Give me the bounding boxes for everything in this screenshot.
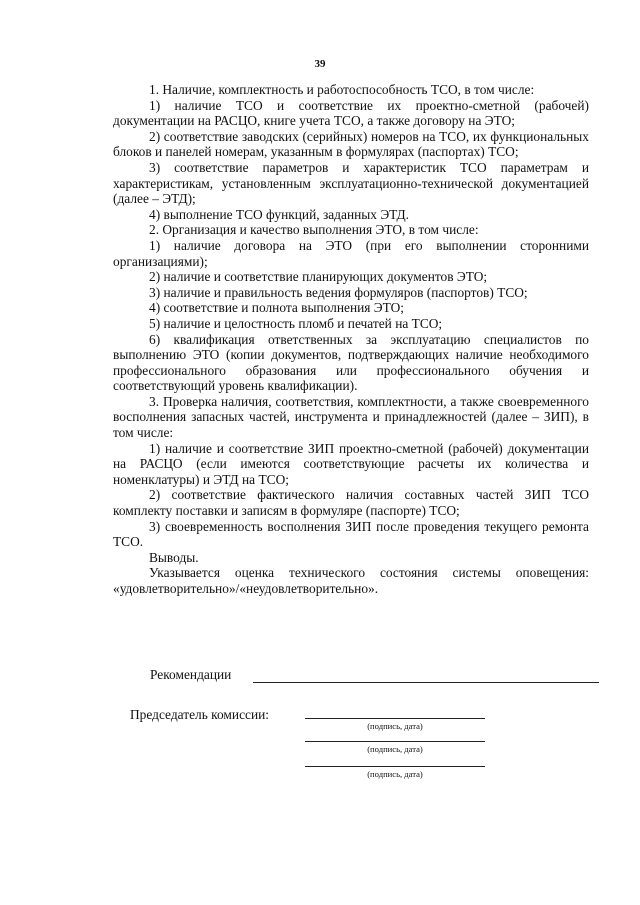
page-number: 39 xyxy=(314,58,326,70)
signature-caption: (подпись, дата) xyxy=(367,769,423,779)
paragraph: 2. Организация и качество выполнения ЭТО, в том числе: xyxy=(149,222,479,238)
paragraph: 1) наличие ТСО и соответствие их проектно-сметной (рабочей) документации на РАСЦО, книге учета ТСО, а также договору на ЭТО; xyxy=(113,97,589,129)
paragraph: 5) наличие и целостность пломб и печатей на ТСО; xyxy=(149,315,443,331)
paragraph: 1. Наличие, комплектность и работоспособность ТСО, в том числе: xyxy=(149,82,535,97)
paragraph: 3) наличие и правильность ведения формуляров (паспортов) ТСО; xyxy=(149,284,528,300)
paragraph: 6) квалификация ответственных за эксплуатацию специалистов по выполнению ЭТО (копии документов, подтверждающих наличие необходимого профессионального образования или профессионального обучения и соответствующий уровень квалификации). xyxy=(113,331,589,394)
signature-caption: (подпись, дата) xyxy=(367,744,423,754)
paragraph: Указывается оценка технического состояния системы оповещения: «удовлетворительно»/«неудовлетворительно». xyxy=(113,565,589,596)
document-body xyxy=(113,82,589,597)
paragraph: 2) соответствие заводских (серийных) номеров на ТСО, их функциональных блоков и панелей номерам, указанным в формулярах (паспортах) ТСО; xyxy=(113,128,589,160)
recommendations-row xyxy=(150,665,599,683)
paragraph: 1) наличие и соответствие ЗИП проектно-сметной (рабочей) документации на РАСЦО (если имеются соответствующие расчеты их количества и номенклатуры) и ЭТД на ТСО; xyxy=(113,440,589,487)
recommendations-label: Рекомендации xyxy=(150,667,232,682)
paragraph: 1) наличие договора на ЭТО (при его выполнении сторонними организациями); xyxy=(113,237,589,269)
signature-line xyxy=(305,718,485,731)
signature-line xyxy=(305,741,485,754)
paragraph: 3) соответствие параметров и характеристик ТСО параметрам и характеристикам, установленным эксплуатационно-технической документацией (далее – ЭТД); xyxy=(113,159,589,207)
paragraph: 2) наличие и соответствие планирующих документов ЭТО; xyxy=(149,269,488,285)
paragraph: 2) соответствие фактического наличия составных частей ЗИП ТСО комплекту поставки и записям в формуляре (паспорте) ТСО; xyxy=(113,487,589,519)
paragraph: 3. Проверка наличия, соответствия, комплектности, а также своевременного восполнения запасных частей, инструмента и принадлежностей (далее – ЗИП), в том числе: xyxy=(113,393,589,441)
paragraph: 4) соответствие и полнота выполнения ЭТО; xyxy=(149,300,405,316)
recommendations-line xyxy=(253,669,599,683)
signature-line xyxy=(305,766,485,779)
paragraph: 3) своевременность восполнения ЗИП после проведения текущего ремонта ТСО. xyxy=(113,518,589,550)
signature-caption: (подпись, дата) xyxy=(367,721,423,731)
paragraph-conclusions: Выводы. xyxy=(149,549,199,565)
paragraph: 4) выполнение ТСО функций, заданных ЭТД. xyxy=(149,206,409,222)
chairman-label: Председатель комиссии: xyxy=(130,707,270,722)
